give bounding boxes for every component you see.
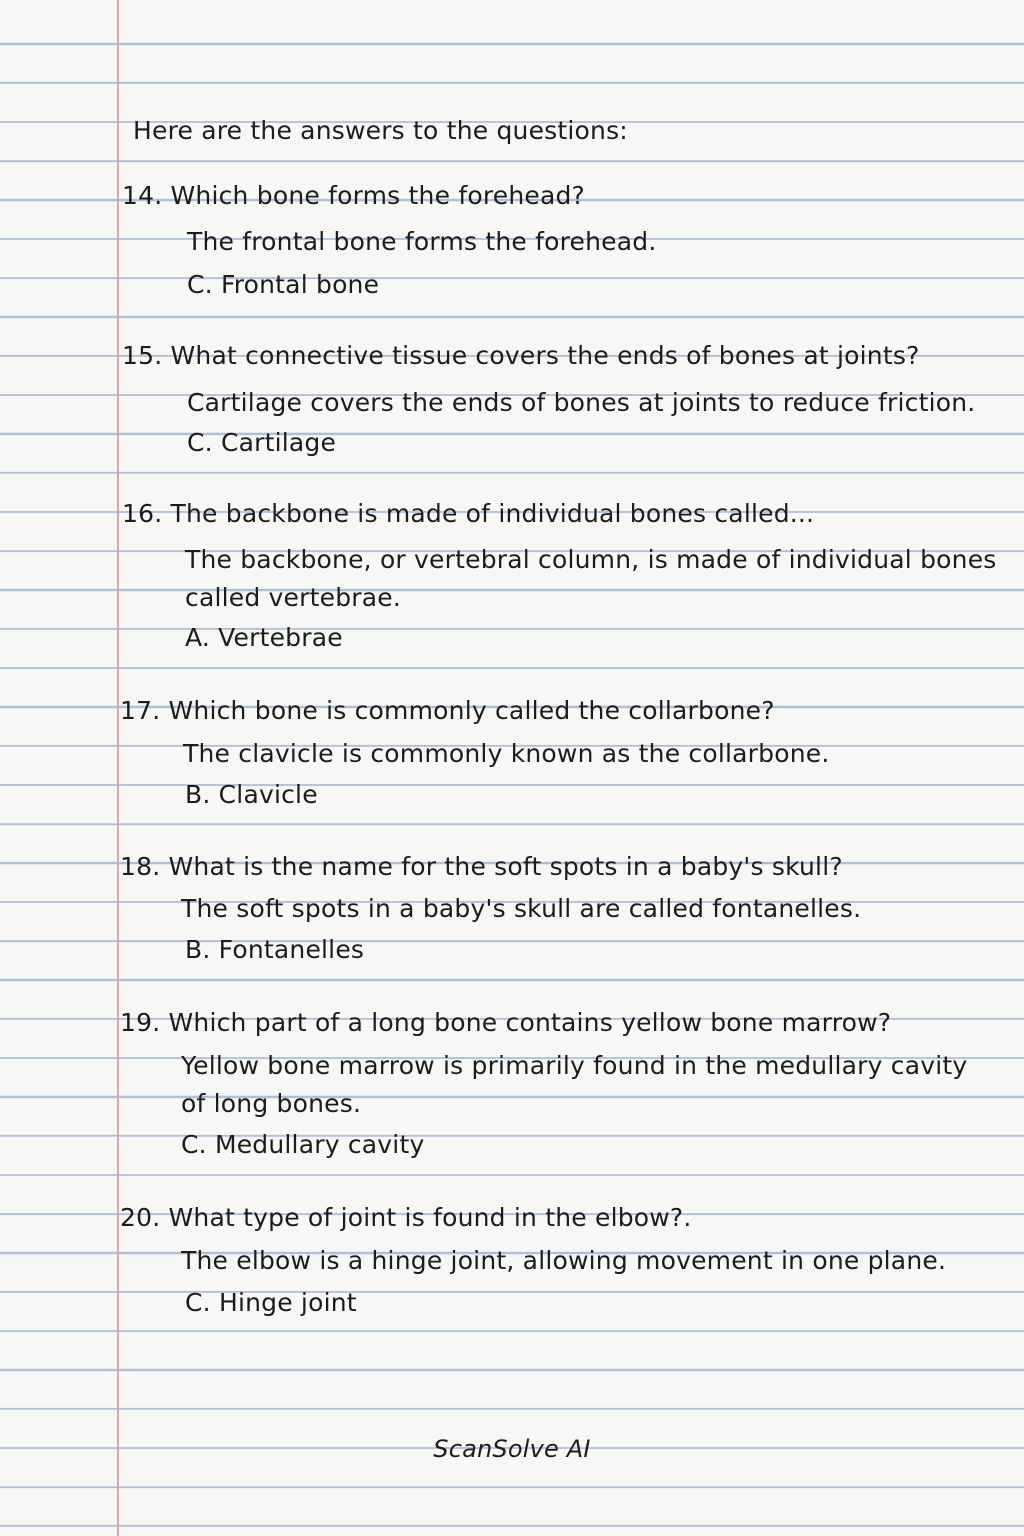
- answer-16: A. Vertebrae: [185, 623, 343, 652]
- answer-20: C. Hinge joint: [185, 1288, 357, 1317]
- intro-text: Here are the answers to the questions:: [133, 116, 628, 145]
- answer-17: B. Clavicle: [185, 780, 318, 809]
- explanation-17: The clavicle is commonly known as the collarbone.: [183, 739, 830, 768]
- question-18: 18. What is the name for the soft spots in a baby's skull?: [120, 852, 843, 881]
- explanation-14: The frontal bone forms the forehead.: [187, 227, 657, 256]
- question-16: 16. The backbone is made of individual bones called...: [122, 499, 815, 528]
- footer-brand: ScanSolve AI: [433, 1435, 591, 1463]
- explanation-16-line-2: called vertebrae.: [185, 583, 401, 612]
- explanation-20: The elbow is a hinge joint, allowing movement in one plane.: [181, 1246, 947, 1275]
- answer-14: C. Frontal bone: [187, 270, 380, 299]
- question-14: 14. Which bone forms the forehead?: [122, 181, 586, 210]
- answer-15: C. Cartilage: [187, 428, 337, 457]
- explanation-15: Cartilage covers the ends of bones at joints to reduce friction.: [187, 388, 976, 417]
- explanation-19-line-2: of long bones.: [181, 1089, 362, 1118]
- answer-19: C. Medullary cavity: [181, 1130, 425, 1159]
- margin-line: [117, 0, 119, 1536]
- question-20: 20. What type of joint is found in the elbow?.: [120, 1203, 692, 1232]
- explanation-16-line-1: The backbone, or vertebral column, is made of individual bones: [185, 545, 997, 574]
- question-17: 17. Which bone is commonly called the collarbone?: [120, 696, 775, 725]
- question-19: 19. Which part of a long bone contains yellow bone marrow?: [120, 1008, 892, 1037]
- answer-18: B. Fontanelles: [185, 935, 365, 964]
- explanation-19-line-1: Yellow bone marrow is primarily found in the medullary cavity: [181, 1051, 968, 1080]
- explanation-18: The soft spots in a baby's skull are called fontanelles.: [181, 894, 862, 923]
- question-15: 15. What connective tissue covers the ends of bones at joints?: [122, 341, 920, 370]
